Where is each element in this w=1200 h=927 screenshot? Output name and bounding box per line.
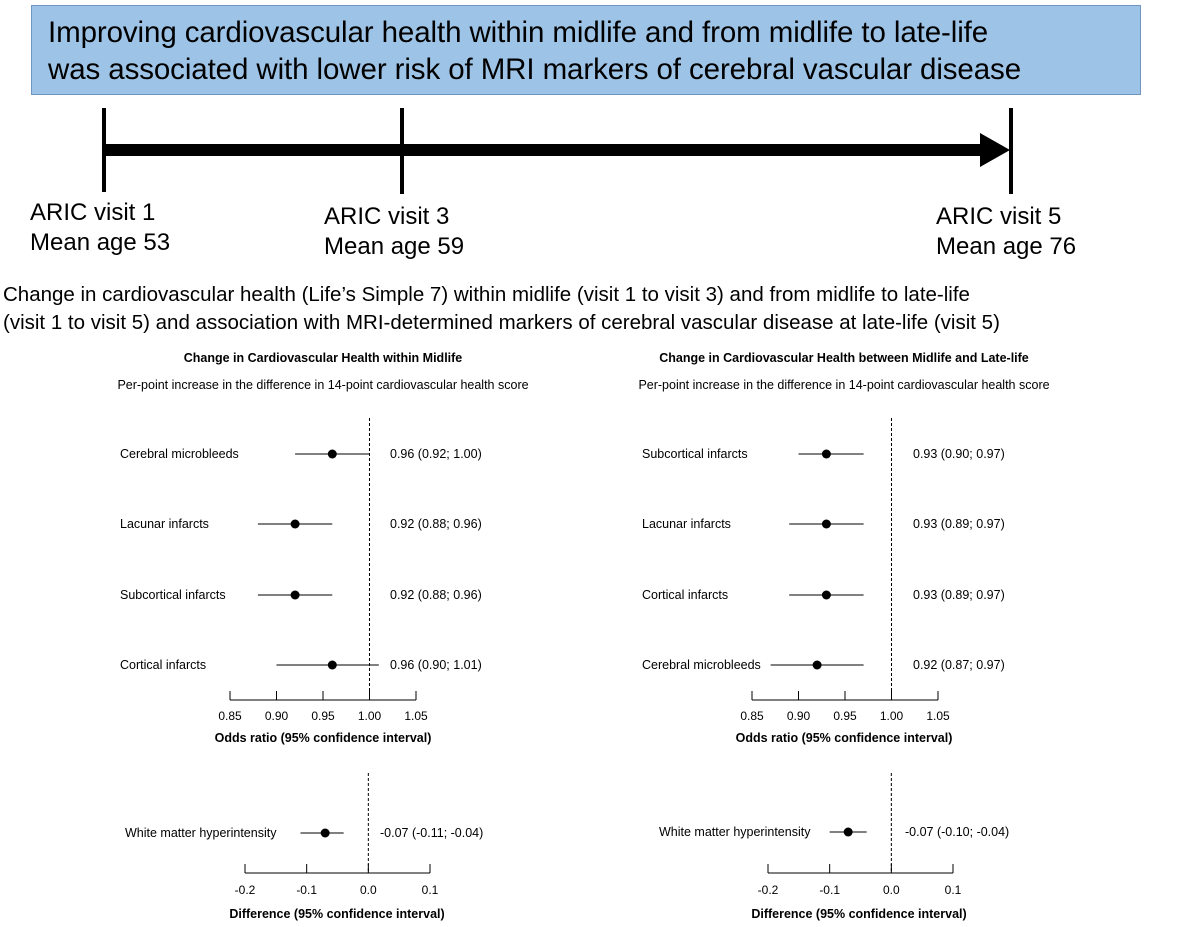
estimate-text: -0.07 (-0.11; -0.04) — [380, 826, 484, 840]
estimate-point — [328, 661, 337, 670]
x-tick-label: 1.05 — [404, 709, 428, 723]
row-label: Cerebral microbleeds — [120, 447, 239, 461]
row-label: White matter hyperintensity — [125, 826, 277, 840]
row-label: Cerebral microbleeds — [642, 658, 761, 672]
row-label: Subcortical infarcts — [120, 588, 226, 602]
estimate-point — [813, 661, 822, 670]
chart-subtitle: Per-point increase in the difference in 14-point cardiovascular health score — [117, 378, 529, 392]
x-tick-label: 0.85 — [740, 709, 764, 723]
estimate-text: 0.93 (0.89; 0.97) — [913, 588, 1005, 602]
headline-line-2: was associated with lower risk of MRI markers of cerebral vascular disease — [48, 53, 1022, 86]
x-tick-label: -0.2 — [757, 883, 779, 897]
x-tick-label: 0.0 — [359, 883, 377, 897]
row-label: White matter hyperintensity — [659, 825, 811, 839]
chart-title: Change in Cardiovascular Health within Midlife — [183, 351, 463, 365]
x-tick-label: -0.1 — [296, 883, 318, 897]
estimate-point — [291, 520, 300, 529]
estimate-text: 0.93 (0.89; 0.97) — [913, 517, 1005, 531]
chart-title: Change in Cardiovascular Health between Midlife and Late-life — [659, 351, 1029, 365]
row-label: Subcortical infarcts — [642, 447, 748, 461]
x-tick-label: 1.00 — [357, 709, 382, 723]
x-tick-label: 0.85 — [218, 709, 242, 723]
visit-1-age: Mean age 53 — [30, 229, 171, 256]
x-tick-label: 0.95 — [833, 709, 857, 723]
estimate-point — [321, 829, 330, 838]
visit-5-age: Mean age 76 — [936, 233, 1077, 260]
row-label: Lacunar infarcts — [642, 517, 731, 531]
estimate-text: 0.93 (0.90; 0.97) — [913, 447, 1005, 461]
estimate-text: 0.96 (0.92; 1.00) — [390, 447, 482, 461]
estimate-point — [291, 591, 300, 600]
visit-3-age: Mean age 59 — [324, 233, 465, 260]
estimate-text: 0.92 (0.88; 0.96) — [390, 588, 482, 602]
x-tick-label: 1.00 — [879, 709, 904, 723]
x-tick-label: -0.1 — [819, 883, 841, 897]
x-tick-label: -0.2 — [234, 883, 256, 897]
row-label: Cortical infarcts — [642, 588, 729, 602]
caption-line-2: (visit 1 to visit 5) and association with MRI-determined markers of cerebral vascular disease at late-life (visit 5) — [3, 311, 1000, 334]
x-tick-label: 1.05 — [926, 709, 950, 723]
chart-subtitle: Per-point increase in the difference in 14-point cardiovascular health score — [638, 378, 1050, 392]
estimate-text: 0.92 (0.88; 0.96) — [390, 517, 482, 531]
x-axis-label: Difference (95% confidence interval) — [229, 907, 445, 921]
estimate-point — [822, 450, 831, 459]
row-label: Cortical infarcts — [120, 658, 207, 672]
visit-3-name: ARIC visit 3 — [324, 203, 450, 230]
visit-1-name: ARIC visit 1 — [30, 199, 156, 226]
estimate-point — [822, 591, 831, 600]
x-tick-label: 0.1 — [421, 883, 439, 897]
headline-line-1: Improving cardiovascular health within midlife and from midlife to late-life — [48, 16, 989, 49]
estimate-text: -0.07 (-0.10; -0.04) — [905, 825, 1010, 839]
x-tick-label: 0.95 — [311, 709, 335, 723]
estimate-text: 0.92 (0.87; 0.97) — [913, 658, 1005, 672]
visit-5-name: ARIC visit 5 — [936, 203, 1062, 230]
x-tick-label: 0.0 — [882, 883, 900, 897]
caption-line-1: Change in cardiovascular health (Life’s Simple 7) within midlife (visit 1 to visit 3) and from midlife to late-life — [3, 283, 970, 306]
x-axis-label: Difference (95% confidence interval) — [751, 907, 967, 921]
estimate-point — [844, 828, 853, 837]
x-tick-label: 0.90 — [264, 709, 289, 723]
row-label: Lacunar infarcts — [120, 517, 209, 531]
x-axis-label: Odds ratio (95% confidence interval) — [735, 731, 953, 745]
estimate-point — [822, 520, 831, 529]
estimate-text: 0.96 (0.90; 1.01) — [390, 658, 482, 672]
x-axis-label: Odds ratio (95% confidence interval) — [214, 731, 432, 745]
x-tick-label: 0.90 — [786, 709, 811, 723]
x-tick-label: 0.1 — [944, 883, 962, 897]
estimate-point — [328, 450, 337, 459]
